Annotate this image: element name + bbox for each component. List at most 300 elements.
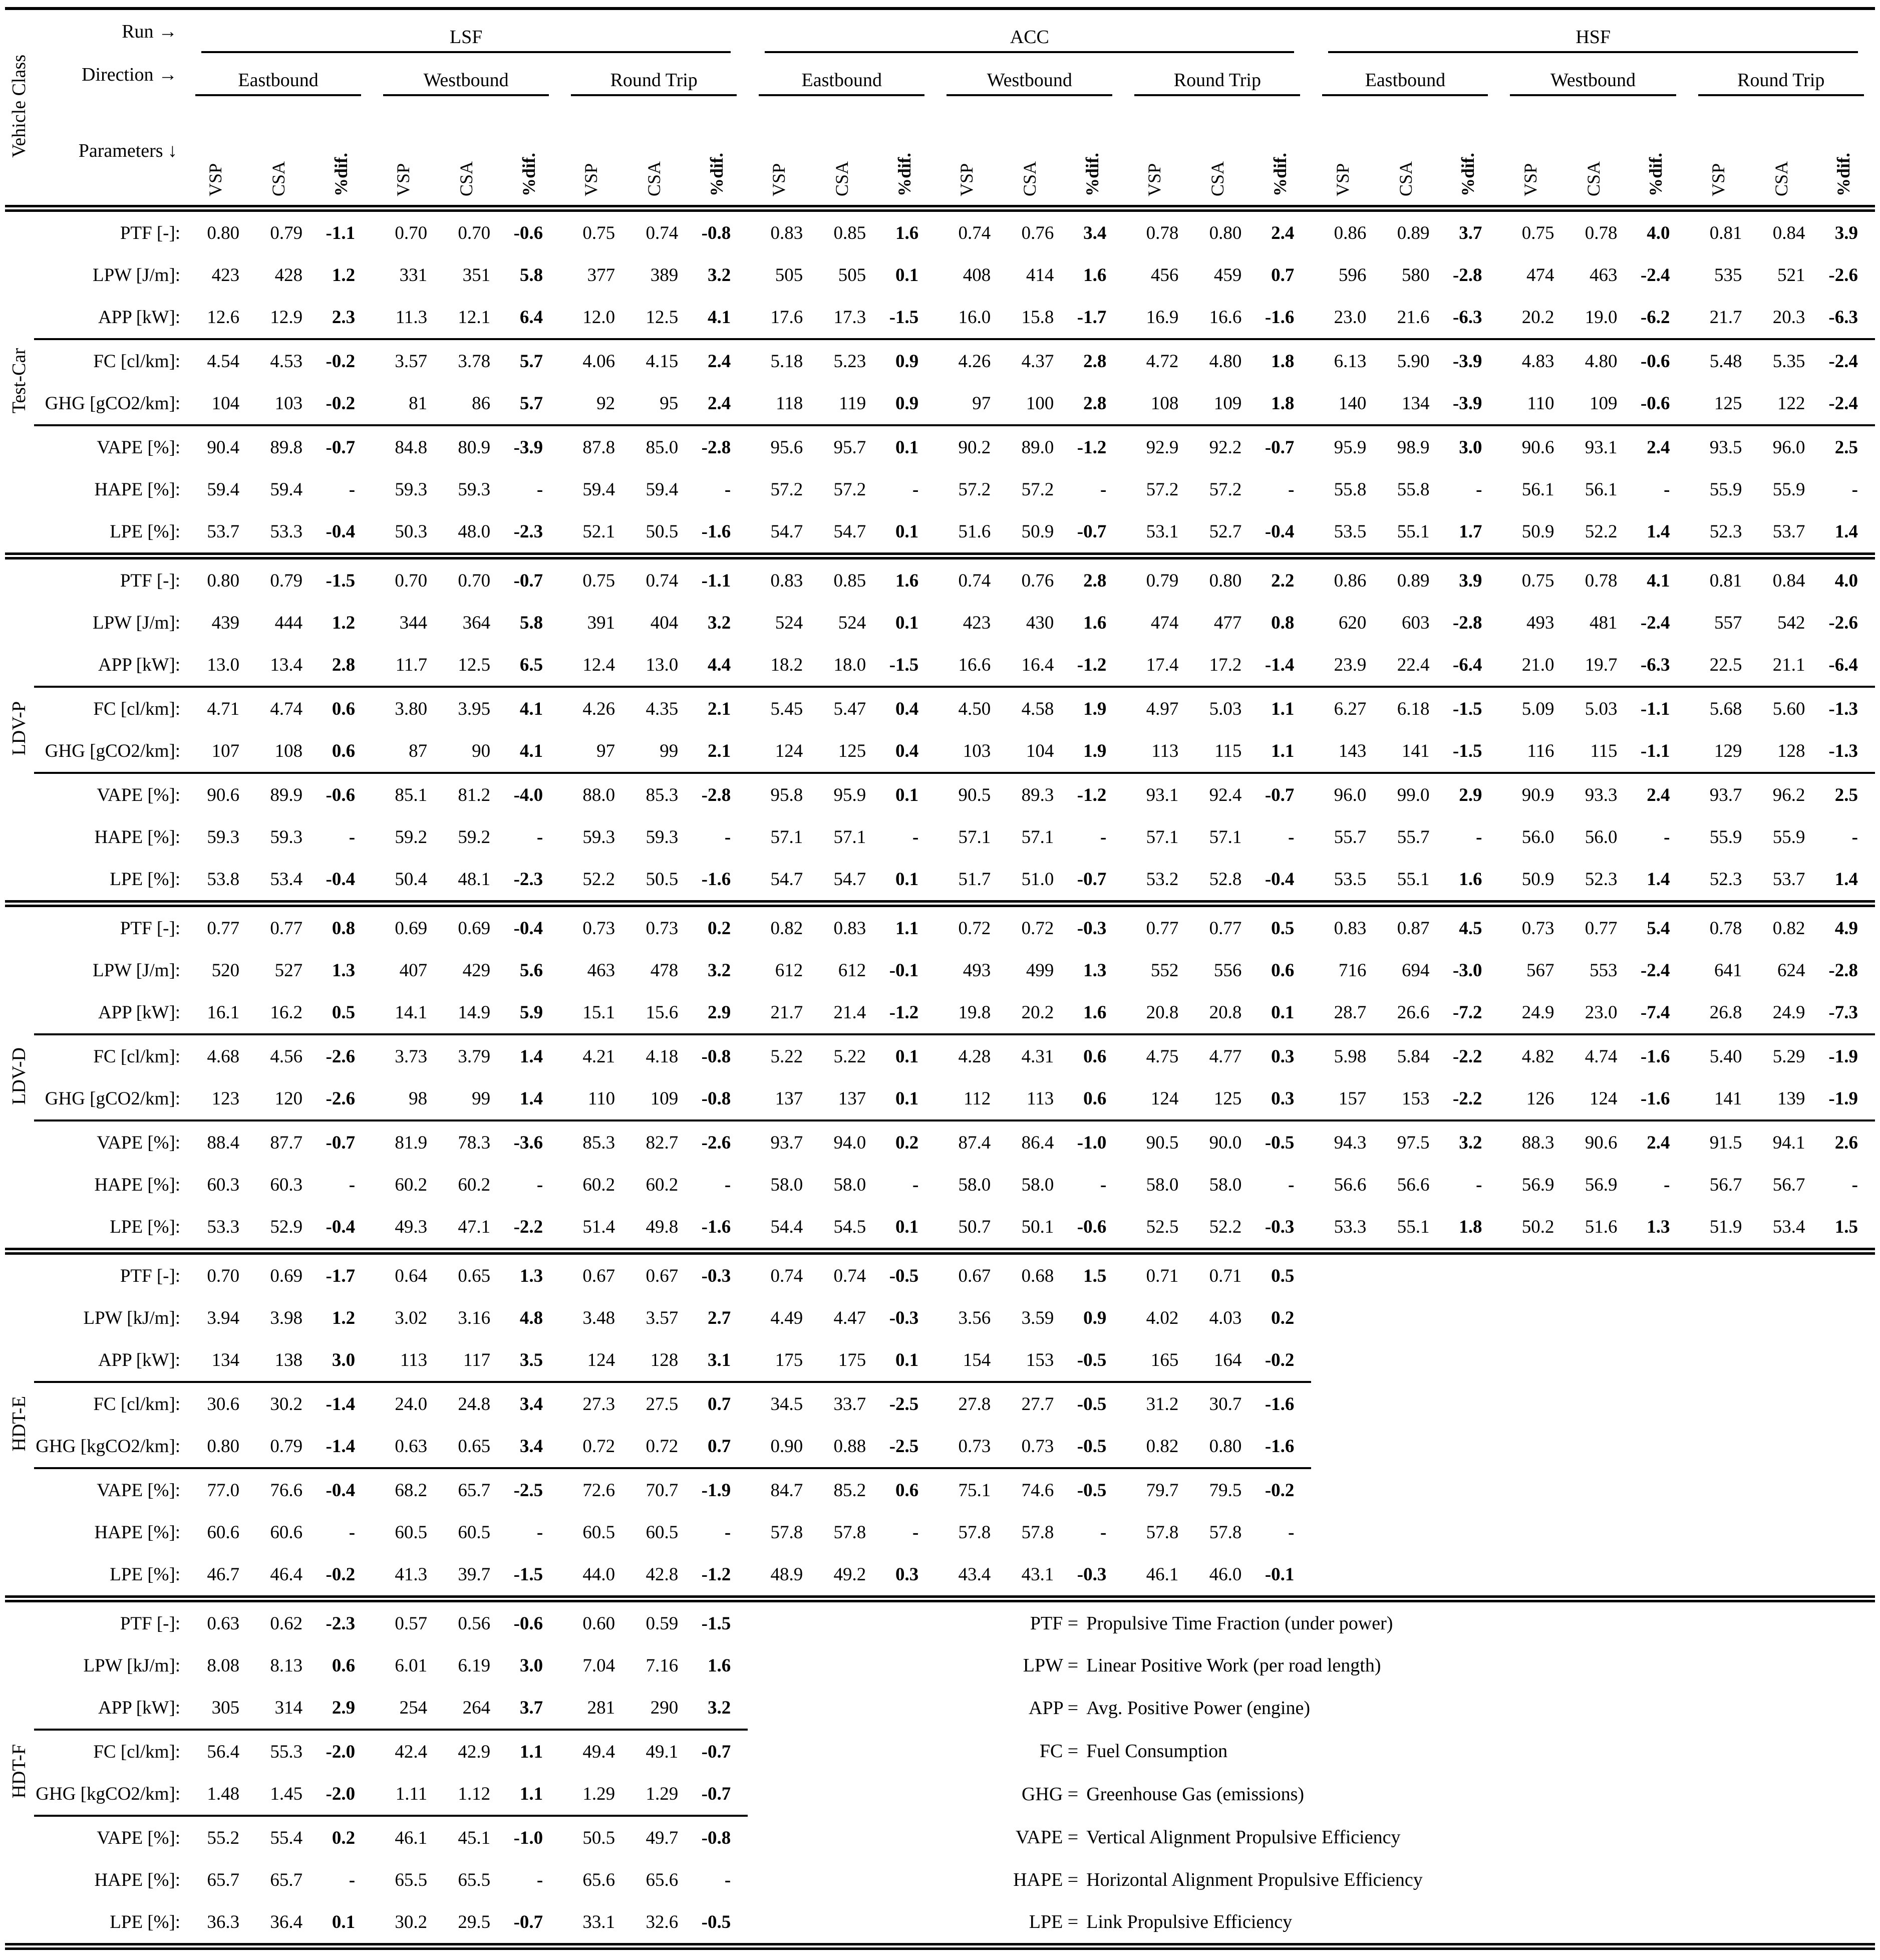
value-cell: 57.8 <box>1146 1522 1179 1543</box>
value-cell: 57.2 <box>1146 479 1179 500</box>
value-cell: 0.85 <box>833 570 866 591</box>
value-cell: 65.7 <box>207 1869 240 1890</box>
legend-definition: Link Propulsive Efficiency <box>1086 1911 1293 1932</box>
value-cell: 474 <box>1526 264 1554 286</box>
value-cell: 1.2 <box>332 1307 356 1328</box>
value-cell: 49.1 <box>646 1741 679 1762</box>
value-cell: 0.69 <box>458 918 491 939</box>
value-cell: -0.2 <box>1265 1480 1295 1501</box>
value-cell: - <box>1476 826 1482 848</box>
value-cell: 16.1 <box>184 991 247 1034</box>
value-cell: 43.1 <box>1021 1564 1054 1585</box>
value-cell: 423 <box>963 612 991 633</box>
value-cell: 0.60 <box>582 1613 615 1634</box>
value-cell: 65.6 <box>646 1869 679 1890</box>
value-cell: 1.11 <box>372 1773 435 1816</box>
value-cell: -1.3 <box>1813 730 1875 773</box>
value-cell: 87.8 <box>582 437 615 458</box>
value-cell: 53.3 <box>207 1216 240 1237</box>
value-cell: -0.5 <box>1062 1339 1123 1382</box>
value-cell: - <box>1288 479 1295 500</box>
value-cell: 0.2 <box>895 1132 919 1153</box>
value-cell: 58.0 <box>1021 1174 1054 1195</box>
parameters-row-label: Parameters ↓ <box>78 140 178 161</box>
value-cell: 0.74 <box>958 570 991 591</box>
measure-label: VSP <box>393 163 414 196</box>
data-row <box>5 773 1875 816</box>
value-cell: 444 <box>274 612 303 633</box>
value-cell: 4.82 <box>1521 1046 1554 1067</box>
value-cell: 0.72 <box>623 1425 686 1468</box>
value-cell: -1.6 <box>1249 1425 1311 1468</box>
value-cell: 27.5 <box>646 1393 679 1415</box>
value-cell: 95.6 <box>770 437 803 458</box>
value-cell: 3.56 <box>958 1307 991 1328</box>
value-cell: 123 <box>184 1077 247 1121</box>
value-cell: 0.1 <box>895 264 919 286</box>
value-cell: - <box>1100 1522 1107 1543</box>
value-cell: 56.0 <box>1521 826 1554 848</box>
value-cell: 493 <box>1526 612 1554 633</box>
empty-cell <box>1311 1511 1875 1553</box>
value-cell: 1.4 <box>1647 869 1670 890</box>
value-cell: 2.6 <box>1834 1132 1858 1153</box>
parameter-label: HAPE [%]: <box>94 1522 181 1543</box>
value-cell: 56.9 <box>1521 1174 1554 1195</box>
direction-name: Westbound <box>987 70 1072 91</box>
value-cell: -1.6 <box>701 869 731 890</box>
value-cell: 90.6 <box>1521 437 1554 458</box>
value-cell: -3.6 <box>513 1132 543 1153</box>
value-cell: 1.6 <box>895 570 919 591</box>
value-cell: 21.4 <box>811 991 874 1034</box>
value-cell: 0.77 <box>1146 918 1179 939</box>
measure-label: VSP <box>581 163 601 196</box>
value-cell: 4.74 <box>1585 1046 1618 1067</box>
value-cell: 4.80 <box>1585 351 1618 372</box>
value-cell: 15.1 <box>560 991 623 1034</box>
value-cell: 603 <box>1401 612 1430 633</box>
measure-header <box>1437 96 1499 208</box>
value-cell: 0.82 <box>1123 1425 1186 1468</box>
value-cell: 12.5 <box>623 296 686 339</box>
value-cell: 0.89 <box>1397 222 1430 243</box>
value-cell: 42.9 <box>458 1741 491 1762</box>
value-cell: 641 <box>1714 960 1742 981</box>
value-cell: 0.1 <box>895 521 919 542</box>
value-cell: 56.0 <box>1585 826 1618 848</box>
value-cell: 58.0 <box>833 1174 866 1195</box>
value-cell: -0.4 <box>326 869 356 890</box>
value-cell: 0.75 <box>1521 222 1554 243</box>
value-cell: 5.7 <box>498 382 560 425</box>
direction-underline <box>1510 69 1676 96</box>
value-cell: 4.06 <box>582 351 615 372</box>
value-cell: 126 <box>1499 1077 1562 1121</box>
legend-entry <box>748 1730 1875 1773</box>
value-cell: 60.5 <box>646 1522 679 1543</box>
results-table <box>5 7 1875 1950</box>
value-cell: 12.0 <box>560 296 623 339</box>
value-cell: 14.1 <box>372 991 435 1034</box>
value-cell: 3.9 <box>1459 570 1482 591</box>
value-cell: 86 <box>435 382 498 425</box>
value-cell: 3.4 <box>1083 222 1107 243</box>
value-cell: 2.1 <box>707 698 731 719</box>
value-cell: 281 <box>560 1687 623 1730</box>
value-cell: 5.6 <box>519 960 543 981</box>
value-cell: 3.95 <box>458 698 491 719</box>
value-cell: 57.1 <box>833 826 866 848</box>
value-cell: 1.1 <box>1271 698 1295 719</box>
value-cell: 0.83 <box>770 222 803 243</box>
direction-name: Eastbound <box>1365 70 1446 91</box>
value-cell: 423 <box>211 264 240 286</box>
value-cell: 0.64 <box>395 1265 428 1286</box>
value-cell: 16.0 <box>935 296 999 339</box>
value-cell: 0.4 <box>874 730 935 773</box>
value-cell: 54.7 <box>833 521 866 542</box>
value-cell: 80.9 <box>458 437 491 458</box>
value-cell: 4.4 <box>686 644 748 687</box>
parameter-label: FC [cl/km]: <box>93 351 181 372</box>
run-name: ACC <box>1010 27 1049 48</box>
data-row <box>5 1339 1875 1382</box>
value-cell: 30.2 <box>270 1393 303 1415</box>
parameter-label: GHG [kgCO2/km]: <box>34 1773 184 1816</box>
value-cell: 94.0 <box>833 1132 866 1153</box>
value-cell: 89.0 <box>1021 437 1054 458</box>
value-cell: 0.65 <box>458 1265 491 1286</box>
value-cell: 76.6 <box>270 1480 303 1501</box>
value-cell: 141 <box>1687 1077 1750 1121</box>
measure-label: %dif. <box>894 152 914 196</box>
measure-label: VSP <box>769 163 789 196</box>
direction-name: Round Trip <box>610 70 698 91</box>
direction-name: Round Trip <box>1737 70 1825 91</box>
value-cell: 56.6 <box>1334 1174 1367 1195</box>
value-cell: 154 <box>935 1339 999 1382</box>
parameter-label: LPW [J/m]: <box>92 960 181 981</box>
value-cell: 99.0 <box>1397 784 1430 805</box>
value-cell: 4.1 <box>498 730 560 773</box>
value-cell: 0.70 <box>458 222 491 243</box>
data-row <box>5 1644 1875 1687</box>
value-cell: 404 <box>650 612 679 633</box>
value-cell: - <box>1100 1174 1107 1195</box>
value-cell: 0.83 <box>833 918 866 939</box>
data-row <box>5 425 1875 468</box>
value-cell: 2.4 <box>1271 222 1295 243</box>
legend-abbr: APP = <box>1029 1698 1079 1719</box>
value-cell: 51.6 <box>1585 1216 1618 1237</box>
value-cell: 93.1 <box>1585 437 1618 458</box>
value-cell: 478 <box>650 960 679 981</box>
value-cell: 389 <box>650 264 679 286</box>
value-cell: 5.8 <box>519 264 543 286</box>
value-cell: 60.2 <box>395 1174 428 1195</box>
measure-label: %dif. <box>1270 152 1290 196</box>
value-cell: 3.16 <box>458 1307 491 1328</box>
value-cell: 290 <box>623 1687 686 1730</box>
value-cell: 17.2 <box>1186 644 1249 687</box>
value-cell: 27.3 <box>582 1393 615 1415</box>
value-cell: - <box>724 826 731 848</box>
direction-name: Eastbound <box>801 70 882 91</box>
value-cell: 95.9 <box>1334 437 1367 458</box>
value-cell: 85.3 <box>582 1132 615 1153</box>
value-cell: 12.5 <box>435 644 498 687</box>
value-cell: 5.03 <box>1585 698 1618 719</box>
value-cell: 2.9 <box>310 1687 372 1730</box>
value-cell: -6.4 <box>1437 644 1499 687</box>
value-cell: 4.68 <box>207 1046 240 1067</box>
value-cell: 13.0 <box>623 644 686 687</box>
value-cell: 0.84 <box>1772 570 1805 591</box>
value-cell: 58.0 <box>770 1174 803 1195</box>
value-cell: 175 <box>811 1339 874 1382</box>
value-cell: 49.2 <box>833 1564 866 1585</box>
value-cell: 0.75 <box>1521 570 1554 591</box>
value-cell: 0.77 <box>207 918 240 939</box>
value-cell: 0.79 <box>247 1425 310 1468</box>
value-cell: 0.1 <box>895 869 919 890</box>
parameter-label: GHG [kgCO2/km]: <box>34 1425 184 1468</box>
measure-label: VSP <box>1520 163 1540 196</box>
value-cell: 16.2 <box>247 991 310 1034</box>
parameter-label: LPW [J/m]: <box>92 612 181 633</box>
value-cell: 1.4 <box>1834 521 1858 542</box>
value-cell: 0.79 <box>270 222 303 243</box>
direction-underline <box>947 69 1112 96</box>
run-underline <box>201 26 731 53</box>
value-cell: -1.1 <box>1640 698 1670 719</box>
value-cell: 15.6 <box>623 991 686 1034</box>
value-cell: 88.3 <box>1521 1132 1554 1153</box>
value-cell: 0.72 <box>1021 918 1054 939</box>
measure-header <box>184 96 247 208</box>
value-cell: 0.3 <box>895 1564 919 1585</box>
value-cell: 124 <box>1562 1077 1625 1121</box>
direction-header <box>935 53 1123 96</box>
value-cell: - <box>349 1174 356 1195</box>
value-cell: 3.2 <box>1459 1132 1482 1153</box>
value-cell: 4.18 <box>646 1046 679 1067</box>
value-cell: - <box>1288 826 1295 848</box>
value-cell: - <box>1664 1174 1670 1195</box>
parameter-label: HAPE [%]: <box>94 826 181 848</box>
value-cell: 54.7 <box>833 869 866 890</box>
value-cell: 56.9 <box>1585 1174 1618 1195</box>
value-cell: 34.5 <box>770 1393 803 1415</box>
value-cell: 44.0 <box>582 1564 615 1585</box>
data-row <box>5 1599 1875 1644</box>
value-cell: 5.29 <box>1772 1046 1805 1067</box>
value-cell: 2.4 <box>1647 1132 1670 1153</box>
value-cell: 55.9 <box>1772 479 1805 500</box>
value-cell: 3.94 <box>207 1307 240 1328</box>
value-cell: 4.53 <box>270 351 303 372</box>
value-cell: 0.77 <box>270 918 303 939</box>
value-cell: -1.2 <box>1077 437 1107 458</box>
value-cell: 51.9 <box>1709 1216 1742 1237</box>
value-cell: 4.21 <box>582 1046 615 1067</box>
direction-name: Westbound <box>1550 70 1636 91</box>
value-cell: 2.4 <box>1647 784 1670 805</box>
measure-header <box>1813 96 1875 208</box>
value-cell: -1.4 <box>310 1425 372 1468</box>
data-row <box>5 339 1875 382</box>
value-cell: 70.7 <box>646 1480 679 1501</box>
value-cell: 43.4 <box>958 1564 991 1585</box>
value-cell: 4.03 <box>1209 1307 1242 1328</box>
value-cell: -0.7 <box>513 1911 543 1932</box>
parameter-label: APP [kW]: <box>34 296 184 339</box>
value-cell: -0.6 <box>326 784 356 805</box>
value-cell: 5.45 <box>770 698 803 719</box>
value-cell: 364 <box>462 612 491 633</box>
value-cell: 0.77 <box>1209 918 1242 939</box>
value-cell: 97 <box>560 730 623 773</box>
measure-label: VSP <box>205 163 226 196</box>
value-cell: 30.6 <box>207 1393 240 1415</box>
data-row <box>5 858 1875 904</box>
value-cell: 29.5 <box>458 1911 491 1932</box>
value-cell: 33.7 <box>833 1393 866 1415</box>
measure-label: VSP <box>957 163 977 196</box>
measure-header <box>748 96 811 208</box>
value-cell: -1.5 <box>701 1613 731 1634</box>
value-cell: 52.3 <box>1709 869 1742 890</box>
run-row-label: Run → <box>122 21 178 42</box>
parameter-label: VAPE [%]: <box>97 437 181 458</box>
value-cell: 0.75 <box>582 222 615 243</box>
value-cell: - <box>1664 479 1670 500</box>
legend-abbr: PTF = <box>1030 1613 1079 1634</box>
value-cell: 31.2 <box>1146 1393 1179 1415</box>
value-cell: 0.82 <box>770 918 803 939</box>
value-cell: - <box>349 1869 356 1890</box>
direction-row-label: Direction → <box>82 64 178 85</box>
parameter-label: GHG [gCO2/km]: <box>34 1077 184 1121</box>
value-cell: 79.7 <box>1146 1480 1179 1501</box>
parameter-label: HAPE [%]: <box>94 1174 181 1195</box>
legend-entry <box>748 1687 1875 1730</box>
value-cell: 1.1 <box>895 918 919 939</box>
value-cell: 52.2 <box>1209 1216 1242 1237</box>
value-cell: 0.57 <box>395 1613 428 1634</box>
value-cell: 125 <box>1687 382 1750 425</box>
value-cell: 53.7 <box>207 521 240 542</box>
value-cell: 90.9 <box>1521 784 1554 805</box>
value-cell: -1.4 <box>326 1393 356 1415</box>
value-cell: 85.0 <box>646 437 679 458</box>
value-cell: -0.5 <box>1265 1132 1295 1153</box>
value-cell: 1.6 <box>1083 612 1107 633</box>
value-cell: 50.9 <box>1521 521 1554 542</box>
legend-definition: Fuel Consumption <box>1086 1741 1228 1762</box>
value-cell: 59.3 <box>270 826 303 848</box>
value-cell: -0.7 <box>326 1132 356 1153</box>
parameter-label: LPE [%]: <box>110 869 181 890</box>
value-cell: 122 <box>1750 382 1813 425</box>
value-cell: 53.3 <box>270 521 303 542</box>
value-cell: 481 <box>1589 612 1618 633</box>
value-cell: 2.1 <box>686 730 748 773</box>
value-cell: 110 <box>560 1077 623 1121</box>
parameter-label: LPW [kJ/m]: <box>83 1307 181 1328</box>
value-cell: 60.2 <box>458 1174 491 1195</box>
vehicle-class-header <box>5 9 34 208</box>
value-cell: 53.7 <box>1772 521 1805 542</box>
value-cell: 0.5 <box>1271 918 1295 939</box>
value-cell: 51.0 <box>1021 869 1054 890</box>
value-cell: 54.7 <box>770 869 803 890</box>
value-cell: 50.3 <box>395 521 428 542</box>
value-cell: 16.6 <box>1186 296 1249 339</box>
value-cell: 53.3 <box>1334 1216 1367 1237</box>
measure-header <box>1311 96 1374 208</box>
value-cell: -2.4 <box>1640 612 1670 633</box>
value-cell: 50.5 <box>646 869 679 890</box>
value-cell: 87.4 <box>958 1132 991 1153</box>
value-cell: 52.3 <box>1585 869 1618 890</box>
value-cell: 58.0 <box>1209 1174 1242 1195</box>
data-row <box>5 468 1875 510</box>
value-cell: 580 <box>1401 264 1430 286</box>
value-cell: 1.3 <box>1083 960 1107 981</box>
value-cell: -1.6 <box>1640 1046 1670 1067</box>
value-cell: - <box>724 1522 731 1543</box>
value-cell: 21.7 <box>1687 296 1750 339</box>
data-row <box>5 1164 1875 1206</box>
value-cell: 42.8 <box>646 1564 679 1585</box>
value-cell: 93.1 <box>1146 784 1179 805</box>
value-cell: 20.3 <box>1750 296 1813 339</box>
value-cell: - <box>1476 1174 1482 1195</box>
direction-underline <box>759 69 924 96</box>
value-cell: - <box>1476 479 1482 500</box>
value-cell: 55.1 <box>1397 1216 1430 1237</box>
value-cell: -2.2 <box>1452 1046 1482 1067</box>
value-cell: 2.9 <box>1459 784 1482 805</box>
value-cell: 6.5 <box>498 644 560 687</box>
value-cell: 75.1 <box>958 1480 991 1501</box>
value-cell: 92.9 <box>1146 437 1179 458</box>
value-cell: 0.74 <box>770 1265 803 1286</box>
value-cell: 33.1 <box>582 1911 615 1932</box>
value-cell: 620 <box>1338 612 1367 633</box>
measure-header <box>623 96 686 208</box>
value-cell: 4.74 <box>270 698 303 719</box>
value-cell: 50.1 <box>1021 1216 1054 1237</box>
measure-label: VSP <box>1708 163 1728 196</box>
vehicle-class-name: Test-Car <box>9 348 30 414</box>
value-cell: -1.3 <box>1828 698 1858 719</box>
legend-definition: Greenhouse Gas (emissions) <box>1086 1784 1305 1805</box>
value-cell: - <box>1851 1174 1858 1195</box>
value-cell: 103 <box>935 730 999 773</box>
value-cell: 4.80 <box>1209 351 1242 372</box>
value-cell: -6.2 <box>1625 296 1687 339</box>
value-cell: 3.4 <box>519 1393 543 1415</box>
value-cell: 1.48 <box>184 1773 247 1816</box>
value-cell: 20.2 <box>999 991 1062 1034</box>
value-cell: 50.5 <box>582 1827 615 1848</box>
measure-header <box>372 96 435 208</box>
data-row <box>5 1859 1875 1901</box>
value-cell: -1.6 <box>701 1216 731 1237</box>
